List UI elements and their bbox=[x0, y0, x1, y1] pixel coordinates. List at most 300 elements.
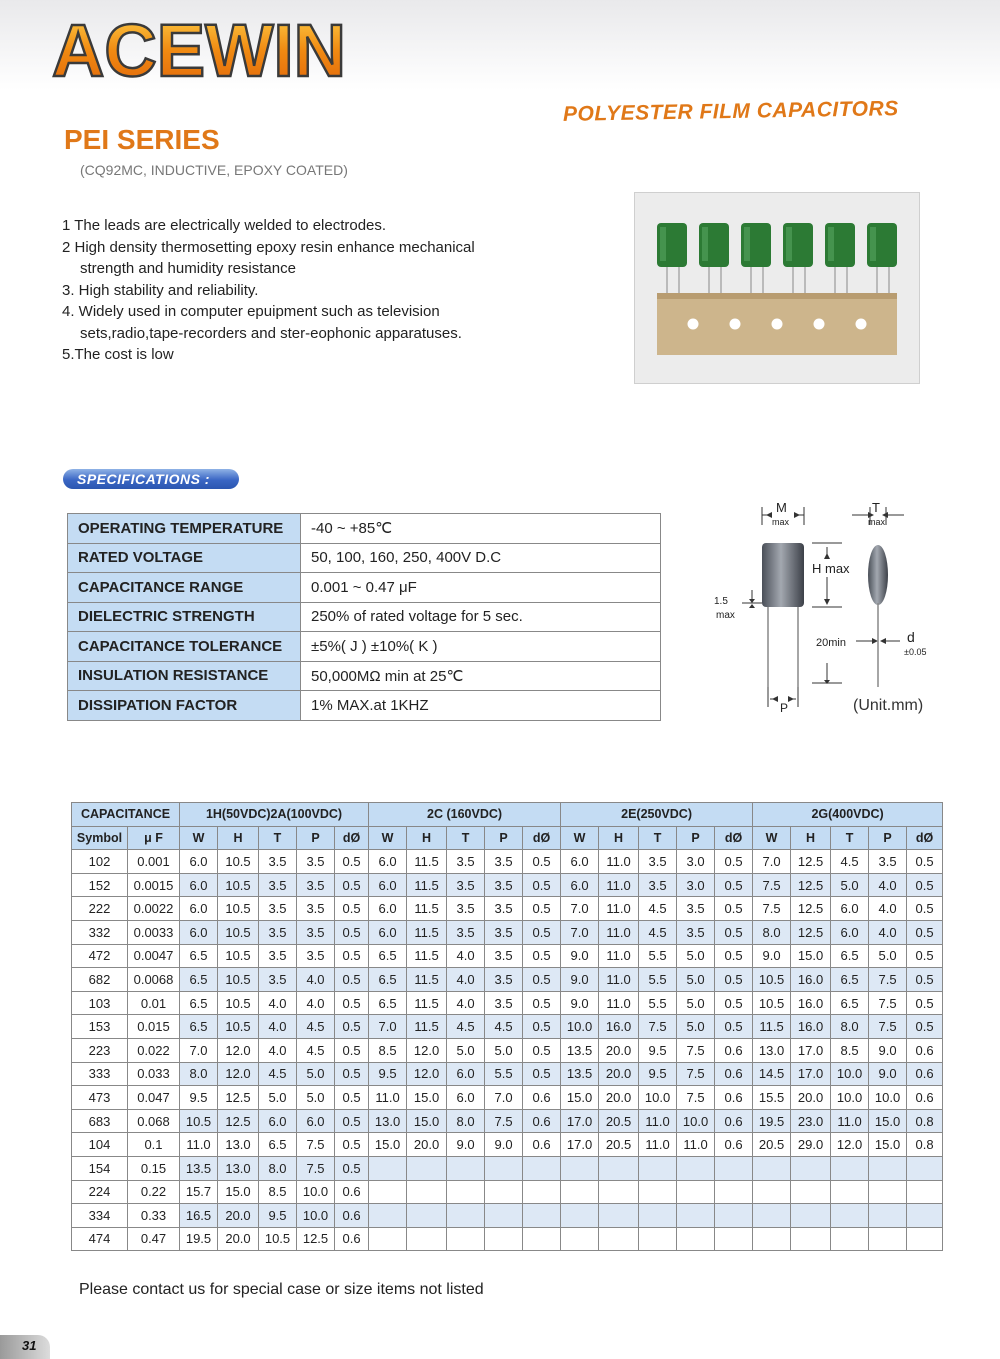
dimension-cell: 11.0 bbox=[599, 968, 639, 992]
capacitance-cell: 0.01 bbox=[128, 991, 180, 1015]
dimension-cell: 10.0 bbox=[831, 1062, 869, 1086]
dimension-cell: 11.0 bbox=[180, 1133, 218, 1157]
dimension-cell: 3.5 bbox=[259, 968, 297, 992]
group-header: 2E(250VDC) bbox=[561, 803, 753, 827]
acewin-logo bbox=[50, 18, 350, 82]
capacitance-cell: 0.015 bbox=[128, 1015, 180, 1039]
dimension-cell: 8.5 bbox=[831, 1038, 869, 1062]
dimension-cell: 9.5 bbox=[639, 1062, 677, 1086]
dimension-cell: 0.5 bbox=[715, 944, 753, 968]
dimension-cell: 4.5 bbox=[297, 1038, 335, 1062]
dimension-cell bbox=[485, 1180, 523, 1204]
dimension-cell: 0.5 bbox=[335, 1038, 369, 1062]
dimension-cell: 11.5 bbox=[753, 1015, 791, 1039]
dimension-cell: 6.0 bbox=[369, 897, 407, 921]
dimension-cell: 10.0 bbox=[561, 1015, 599, 1039]
dimension-cell bbox=[407, 1180, 447, 1204]
unit-label: (Unit.mm) bbox=[853, 697, 924, 714]
dimension-cell: 3.5 bbox=[677, 897, 715, 921]
dimension-cell: 20.0 bbox=[599, 1038, 639, 1062]
dimension-cell: 6.5 bbox=[180, 944, 218, 968]
dimension-cell: 9.0 bbox=[753, 944, 791, 968]
dimension-col-header: T bbox=[447, 826, 485, 850]
dimension-cell: 0.5 bbox=[523, 968, 561, 992]
dimension-cell: 7.5 bbox=[677, 1062, 715, 1086]
table-row bbox=[72, 1109, 943, 1133]
dimension-cell bbox=[791, 1204, 831, 1228]
dimension-cell: 12.0 bbox=[407, 1062, 447, 1086]
dimension-cell: 4.5 bbox=[639, 897, 677, 921]
feature-item: 2 High density thermosetting epoxy resin enhance mechanical strength and humidity resistance bbox=[62, 238, 475, 277]
symbol-cell: 222 bbox=[72, 897, 128, 921]
dimension-cell: 0.5 bbox=[335, 920, 369, 944]
symbol-cell: 224 bbox=[72, 1180, 128, 1204]
dimension-cell: 15.0 bbox=[407, 1109, 447, 1133]
dimension-cell bbox=[523, 1180, 561, 1204]
dimension-cell: 3.5 bbox=[447, 850, 485, 874]
capacitance-cell: 0.068 bbox=[128, 1109, 180, 1133]
dimension-cell bbox=[599, 1227, 639, 1251]
dimension-cell bbox=[677, 1156, 715, 1180]
dimension-cell bbox=[447, 1156, 485, 1180]
dimension-cell: 0.5 bbox=[523, 1062, 561, 1086]
dimension-cell: 0.5 bbox=[907, 991, 943, 1015]
dimension-cell: 0.5 bbox=[335, 1133, 369, 1157]
dimension-cell: 3.5 bbox=[447, 920, 485, 944]
specifications-table bbox=[67, 513, 661, 721]
dimension-cell bbox=[523, 1227, 561, 1251]
table-row bbox=[72, 1227, 943, 1251]
symbol-cell: 152 bbox=[72, 873, 128, 897]
dimension-cell: 10.5 bbox=[753, 991, 791, 1015]
dimension-col-header: T bbox=[831, 826, 869, 850]
page-number-tab bbox=[0, 1335, 50, 1359]
symbol-cell: 472 bbox=[72, 944, 128, 968]
dimension-cell: 8.0 bbox=[753, 920, 791, 944]
dimension-cell: 10.5 bbox=[218, 944, 259, 968]
dimension-cell: 15.0 bbox=[869, 1109, 907, 1133]
dimension-cell: 7.0 bbox=[561, 920, 599, 944]
capacitance-cell: 0.0022 bbox=[128, 897, 180, 921]
feature-list bbox=[62, 215, 482, 366]
dimension-col-header: W bbox=[753, 826, 791, 850]
dimension-cell: 8.5 bbox=[259, 1180, 297, 1204]
dimension-cell: 20.0 bbox=[218, 1204, 259, 1228]
uf-header: μ F bbox=[128, 826, 180, 850]
dimension-cell: 5.0 bbox=[677, 944, 715, 968]
dimension-cell: 11.0 bbox=[599, 897, 639, 921]
dimension-cell: 0.5 bbox=[335, 1109, 369, 1133]
m-label: M bbox=[776, 500, 787, 515]
dimension-cell: 6.0 bbox=[180, 920, 218, 944]
dimension-cell: 10.5 bbox=[753, 968, 791, 992]
dimension-cell: 6.0 bbox=[369, 920, 407, 944]
dimension-col-header: P bbox=[485, 826, 523, 850]
dimension-cell: 3.5 bbox=[259, 920, 297, 944]
dimension-cell: 10.5 bbox=[259, 1227, 297, 1251]
capacitance-cell: 0.001 bbox=[128, 850, 180, 874]
dimension-cell: 13.5 bbox=[180, 1156, 218, 1180]
dimension-cell bbox=[561, 1227, 599, 1251]
dimension-cell: 0.5 bbox=[335, 873, 369, 897]
dimension-cell: 6.5 bbox=[369, 944, 407, 968]
dimension-cell: 4.0 bbox=[297, 968, 335, 992]
dimension-cell bbox=[791, 1156, 831, 1180]
dimension-cell: 0.5 bbox=[715, 991, 753, 1015]
dimension-cell: 0.5 bbox=[523, 850, 561, 874]
dimension-cell bbox=[753, 1204, 791, 1228]
footnote: Please contact us for special case or size items not listed bbox=[79, 1281, 484, 1298]
dimension-cell: 5.0 bbox=[869, 944, 907, 968]
dimension-cell: 0.5 bbox=[523, 1038, 561, 1062]
dimension-cell bbox=[831, 1180, 869, 1204]
dimension-cell bbox=[599, 1204, 639, 1228]
dimension-cell: 0.5 bbox=[907, 873, 943, 897]
dimension-cell: 0.6 bbox=[335, 1227, 369, 1251]
dimension-cell: 6.0 bbox=[297, 1109, 335, 1133]
dimension-cell: 6.0 bbox=[561, 850, 599, 874]
dimension-col-header: dØ bbox=[907, 826, 943, 850]
dimension-cell: 6.0 bbox=[447, 1062, 485, 1086]
dimension-cell bbox=[831, 1204, 869, 1228]
capacitance-cell: 0.0015 bbox=[128, 873, 180, 897]
dimension-cell: 23.0 bbox=[791, 1109, 831, 1133]
dimension-cell: 0.5 bbox=[335, 991, 369, 1015]
dimension-cell bbox=[677, 1180, 715, 1204]
dimension-cell: 0.6 bbox=[907, 1038, 943, 1062]
dimension-cell: 10.5 bbox=[218, 1015, 259, 1039]
dimension-cell: 0.6 bbox=[907, 1086, 943, 1110]
dimension-cell: 7.0 bbox=[561, 897, 599, 921]
spec-key: RATED VOLTAGE bbox=[68, 543, 301, 573]
dimension-cell bbox=[715, 1180, 753, 1204]
dimension-col-header: T bbox=[639, 826, 677, 850]
t-max-label: max bbox=[868, 517, 886, 527]
spec-value: ±5%( J ) ±10%( K ) bbox=[301, 632, 661, 662]
dimension-cell: 20.0 bbox=[791, 1086, 831, 1110]
dimension-cell bbox=[907, 1204, 943, 1228]
dimension-cell: 0.5 bbox=[715, 1015, 753, 1039]
dimension-cell: 4.5 bbox=[831, 850, 869, 874]
spec-row bbox=[68, 543, 661, 573]
dimension-cell: 20.5 bbox=[599, 1133, 639, 1157]
dimension-cell: 9.5 bbox=[369, 1062, 407, 1086]
series-subtitle: (CQ92MC, INDUCTIVE, EPOXY COATED) bbox=[80, 162, 348, 178]
dimension-cell: 6.0 bbox=[447, 1086, 485, 1110]
dimension-cell: 4.0 bbox=[259, 991, 297, 1015]
dimension-cell: 9.0 bbox=[447, 1133, 485, 1157]
dimension-cell: 15.0 bbox=[218, 1180, 259, 1204]
dimension-cell: 7.5 bbox=[869, 1015, 907, 1039]
dimension-cell bbox=[447, 1180, 485, 1204]
dimension-cell bbox=[677, 1204, 715, 1228]
dimension-cell: 7.5 bbox=[869, 991, 907, 1015]
dimension-cell: 3.5 bbox=[297, 920, 335, 944]
dimension-cell: 11.0 bbox=[639, 1109, 677, 1133]
dimension-cell: 4.5 bbox=[259, 1062, 297, 1086]
dimension-cell: 13.0 bbox=[369, 1109, 407, 1133]
dimension-cell: 15.0 bbox=[561, 1086, 599, 1110]
dimension-cell: 6.5 bbox=[369, 991, 407, 1015]
dimension-cell: 3.5 bbox=[447, 873, 485, 897]
dimension-cell: 0.6 bbox=[715, 1062, 753, 1086]
table-row bbox=[72, 1062, 943, 1086]
dimension-cell: 12.5 bbox=[297, 1227, 335, 1251]
dimension-col-header: P bbox=[297, 826, 335, 850]
dimension-cell: 9.0 bbox=[869, 1038, 907, 1062]
dimension-cell: 0.5 bbox=[907, 1015, 943, 1039]
spec-key: CAPACITANCE TOLERANCE bbox=[68, 632, 301, 662]
symbol-cell: 473 bbox=[72, 1086, 128, 1110]
dimension-cell: 4.0 bbox=[259, 1015, 297, 1039]
dimension-cell: 0.6 bbox=[523, 1086, 561, 1110]
dimension-cell: 16.0 bbox=[791, 968, 831, 992]
spec-value: 50, 100, 160, 250, 400V D.C bbox=[301, 543, 661, 573]
d-label: d bbox=[907, 629, 915, 645]
dimension-col-header: W bbox=[180, 826, 218, 850]
series-title: PEI SERIES bbox=[64, 124, 220, 155]
dimension-cell: 5.0 bbox=[677, 1015, 715, 1039]
dimension-cell: 0.6 bbox=[335, 1180, 369, 1204]
capacitance-cell: 0.33 bbox=[128, 1204, 180, 1228]
dimension-cell bbox=[869, 1204, 907, 1228]
capacitance-cell: 0.033 bbox=[128, 1062, 180, 1086]
dimension-cell: 0.5 bbox=[523, 920, 561, 944]
dimension-diagram bbox=[700, 495, 960, 725]
dimension-cell: 4.0 bbox=[447, 991, 485, 1015]
dimension-cell bbox=[869, 1156, 907, 1180]
dimension-col-header: dØ bbox=[335, 826, 369, 850]
dimension-cell: 10.0 bbox=[297, 1180, 335, 1204]
dimension-cell: 7.5 bbox=[297, 1156, 335, 1180]
dimension-cell: 11.5 bbox=[407, 850, 447, 874]
symbol-cell: 334 bbox=[72, 1204, 128, 1228]
dimension-col-header: W bbox=[369, 826, 407, 850]
dimension-cell: 0.5 bbox=[715, 968, 753, 992]
dimension-col-header: dØ bbox=[523, 826, 561, 850]
dimension-cell: 6.0 bbox=[180, 897, 218, 921]
dimension-cell: 0.6 bbox=[523, 1133, 561, 1157]
dimension-cell: 11.0 bbox=[369, 1086, 407, 1110]
spec-row bbox=[68, 661, 661, 691]
dimension-cell bbox=[753, 1156, 791, 1180]
dimension-cell bbox=[447, 1204, 485, 1228]
dimension-cell: 5.0 bbox=[259, 1086, 297, 1110]
dimension-cell: 0.5 bbox=[907, 968, 943, 992]
symbol-cell: 102 bbox=[72, 850, 128, 874]
dimension-cell: 0.5 bbox=[907, 850, 943, 874]
lead-length-label: 20min bbox=[816, 637, 846, 649]
table-row bbox=[72, 1180, 943, 1204]
dimension-cell: 5.0 bbox=[297, 1086, 335, 1110]
dimension-col-header: P bbox=[869, 826, 907, 850]
symbol-header: Symbol bbox=[72, 826, 128, 850]
spec-value: 250% of rated voltage for 5 sec. bbox=[301, 602, 661, 632]
capacitance-cell: 0.047 bbox=[128, 1086, 180, 1110]
dimension-cell bbox=[369, 1227, 407, 1251]
dimension-cell: 6.5 bbox=[180, 991, 218, 1015]
dimension-cell: 13.0 bbox=[218, 1156, 259, 1180]
dimension-cell: 0.5 bbox=[523, 873, 561, 897]
dimension-cell: 29.0 bbox=[791, 1133, 831, 1157]
dimension-cell: 14.5 bbox=[753, 1062, 791, 1086]
dimension-cell: 16.5 bbox=[180, 1204, 218, 1228]
dimension-cell: 15.5 bbox=[753, 1086, 791, 1110]
dimension-cell: 3.5 bbox=[259, 897, 297, 921]
dimension-cell: 6.5 bbox=[180, 1015, 218, 1039]
dimension-cell: 6.0 bbox=[831, 897, 869, 921]
dimension-cell: 0.5 bbox=[907, 944, 943, 968]
dimension-cell: 11.5 bbox=[407, 897, 447, 921]
lead-gap-max-label: max bbox=[716, 610, 735, 621]
dimension-cell: 15.0 bbox=[869, 1133, 907, 1157]
spec-value: 0.001 ~ 0.47 μF bbox=[301, 573, 661, 603]
table-row bbox=[72, 1038, 943, 1062]
dimension-cell: 4.0 bbox=[869, 920, 907, 944]
capacitance-cell: 0.47 bbox=[128, 1227, 180, 1251]
dimension-cell: 15.7 bbox=[180, 1180, 218, 1204]
dimension-cell: 3.5 bbox=[259, 944, 297, 968]
dimension-cell: 11.0 bbox=[831, 1109, 869, 1133]
dimension-cell: 6.0 bbox=[831, 920, 869, 944]
dimension-cell bbox=[523, 1156, 561, 1180]
dimension-cell bbox=[599, 1180, 639, 1204]
dimension-cell bbox=[639, 1156, 677, 1180]
dimension-cell bbox=[369, 1180, 407, 1204]
dimension-cell: 5.5 bbox=[639, 968, 677, 992]
spec-key: DIELECTRIC STRENGTH bbox=[68, 602, 301, 632]
dimension-cell: 6.0 bbox=[259, 1109, 297, 1133]
dimension-col-header: H bbox=[218, 826, 259, 850]
dimension-cell: 0.5 bbox=[335, 850, 369, 874]
dimension-cell: 17.0 bbox=[791, 1038, 831, 1062]
dimension-cell: 9.0 bbox=[561, 968, 599, 992]
dimension-cell: 12.5 bbox=[791, 920, 831, 944]
dimension-cell: 3.0 bbox=[677, 850, 715, 874]
dimension-cell: 6.5 bbox=[180, 968, 218, 992]
group-header: 1H(50VDC)2A(100VDC) bbox=[180, 803, 369, 827]
dimension-cell: 3.5 bbox=[485, 850, 523, 874]
dimension-cell: 0.5 bbox=[335, 968, 369, 992]
dimension-cell bbox=[369, 1204, 407, 1228]
dimension-cell: 15.0 bbox=[369, 1133, 407, 1157]
dimension-cell bbox=[369, 1156, 407, 1180]
dimension-cell: 7.0 bbox=[753, 850, 791, 874]
dimension-cell: 3.5 bbox=[869, 850, 907, 874]
dimension-cell: 20.0 bbox=[407, 1133, 447, 1157]
dimension-cell: 20.5 bbox=[599, 1109, 639, 1133]
dimension-cell: 6.5 bbox=[259, 1133, 297, 1157]
feature-item: 4. Widely used in computer epuipment such as television sets,radio,tape-recorders and ster-eophonic apparatuses. bbox=[62, 303, 462, 342]
dimension-cell: 17.0 bbox=[561, 1133, 599, 1157]
p-label: P bbox=[780, 701, 789, 715]
table-group-header bbox=[72, 803, 943, 827]
dimension-cell bbox=[907, 1180, 943, 1204]
spec-row bbox=[68, 573, 661, 603]
table-row bbox=[72, 1086, 943, 1110]
dimension-cell: 6.0 bbox=[180, 873, 218, 897]
dimension-cell: 3.5 bbox=[297, 850, 335, 874]
dimension-cell: 3.5 bbox=[677, 920, 715, 944]
symbol-cell: 332 bbox=[72, 920, 128, 944]
symbol-cell: 223 bbox=[72, 1038, 128, 1062]
dimension-cell: 5.0 bbox=[677, 968, 715, 992]
table-row bbox=[72, 920, 943, 944]
table-row bbox=[72, 944, 943, 968]
symbol-cell: 683 bbox=[72, 1109, 128, 1133]
dimension-cell: 5.0 bbox=[447, 1038, 485, 1062]
dimension-cell: 0.5 bbox=[523, 1015, 561, 1039]
dimension-cell: 5.5 bbox=[485, 1062, 523, 1086]
dimension-cell: 0.5 bbox=[907, 920, 943, 944]
dimension-cell: 4.5 bbox=[297, 1015, 335, 1039]
dimension-cell: 11.5 bbox=[407, 968, 447, 992]
dimension-cell: 9.5 bbox=[259, 1204, 297, 1228]
h-label: H max bbox=[812, 561, 850, 576]
dimension-cell: 6.0 bbox=[180, 850, 218, 874]
table-sub-header bbox=[72, 826, 943, 850]
dimension-cell: 0.8 bbox=[907, 1133, 943, 1157]
dimension-cell: 3.5 bbox=[259, 850, 297, 874]
capacitor-front-view bbox=[762, 543, 804, 607]
dimension-cell bbox=[831, 1227, 869, 1251]
dimension-cell: 0.5 bbox=[523, 944, 561, 968]
dimension-cell: 10.5 bbox=[218, 920, 259, 944]
dimension-cell: 13.5 bbox=[561, 1038, 599, 1062]
dimension-cell: 0.6 bbox=[523, 1109, 561, 1133]
dimension-cell: 4.5 bbox=[485, 1015, 523, 1039]
dimension-cell: 5.5 bbox=[639, 991, 677, 1015]
table-row bbox=[72, 1015, 943, 1039]
dimension-cell: 4.0 bbox=[869, 873, 907, 897]
symbol-cell: 104 bbox=[72, 1133, 128, 1157]
symbol-cell: 682 bbox=[72, 968, 128, 992]
dimension-cell bbox=[715, 1204, 753, 1228]
dimension-cell bbox=[677, 1227, 715, 1251]
dimension-cell: 11.0 bbox=[677, 1133, 715, 1157]
spec-value: 50,000MΩ min at 25℃ bbox=[301, 661, 661, 691]
dimension-cell: 7.0 bbox=[180, 1038, 218, 1062]
dimension-cell: 11.0 bbox=[599, 944, 639, 968]
dimension-cell: 4.0 bbox=[447, 968, 485, 992]
dimension-cell: 0.5 bbox=[335, 897, 369, 921]
dimension-cell: 20.0 bbox=[599, 1086, 639, 1110]
dimension-cell: 11.0 bbox=[599, 850, 639, 874]
dimension-cell: 6.5 bbox=[831, 944, 869, 968]
dimension-cell: 12.5 bbox=[218, 1109, 259, 1133]
dimension-cell: 6.0 bbox=[369, 850, 407, 874]
table-row bbox=[72, 873, 943, 897]
dimension-cell: 12.5 bbox=[218, 1086, 259, 1110]
dimension-cell: 10.0 bbox=[869, 1086, 907, 1110]
table-row bbox=[72, 968, 943, 992]
dimension-cell: 10.5 bbox=[218, 850, 259, 874]
dimension-cell: 11.0 bbox=[599, 873, 639, 897]
dimension-cell bbox=[561, 1204, 599, 1228]
dimension-cell: 10.5 bbox=[180, 1109, 218, 1133]
dimension-cell: 0.5 bbox=[335, 1015, 369, 1039]
dimension-cell bbox=[907, 1156, 943, 1180]
dimension-cell: 0.5 bbox=[523, 897, 561, 921]
table-row bbox=[72, 1204, 943, 1228]
dimension-cell: 0.6 bbox=[715, 1086, 753, 1110]
dimension-col-header: H bbox=[407, 826, 447, 850]
dimension-cell: 15.0 bbox=[791, 944, 831, 968]
dimension-cell: 7.0 bbox=[369, 1015, 407, 1039]
dimension-col-header: dØ bbox=[715, 826, 753, 850]
dimension-cell: 9.0 bbox=[561, 991, 599, 1015]
dimension-cell: 7.5 bbox=[297, 1133, 335, 1157]
